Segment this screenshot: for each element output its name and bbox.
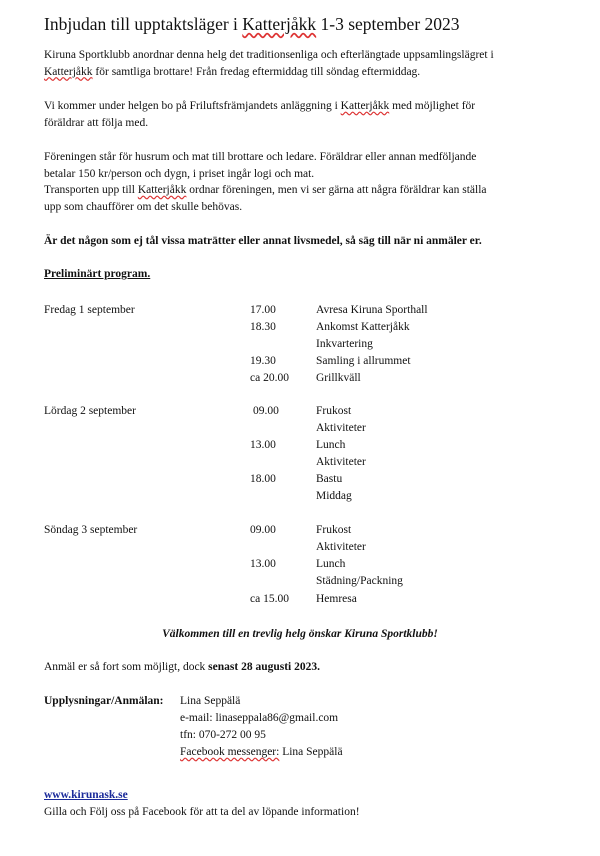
intro-place: Katterjåkk (44, 65, 93, 78)
costs-post: ordnar föreningen, men vi ser gärna att några föräldrar kan ställa (186, 184, 487, 196)
program-row (0, 541, 600, 558)
program-day: Lördag 2 september (44, 405, 136, 417)
intro-rest: för samtliga brottare! Från fredag eftermiddag till söndag eftermiddag. (92, 65, 421, 78)
program-row (0, 593, 600, 610)
program-activity: Grillkväll (316, 372, 361, 384)
program-activity: Städning/Packning (316, 575, 403, 587)
stay-line-2: föräldrar att följa med. (44, 116, 149, 129)
program-time: 13.00 (250, 558, 276, 570)
registration-deadline (44, 661, 320, 673)
program-time: 13.00 (250, 439, 276, 451)
program-row (0, 575, 600, 592)
website-link[interactable]: www.kirunask.se (44, 789, 128, 801)
stay-pre: Vi kommer under helgen bo på Friluftsfrämjandets anläggning i (44, 100, 341, 112)
program-row (0, 524, 600, 541)
footer-note: Gilla och Följ oss på Facebook för att ta del av löpande information! (44, 806, 360, 818)
program-activity: Aktiviteter (316, 422, 366, 434)
costs-pre: Transporten upp till (44, 184, 138, 196)
register-deadline: senast 28 augusti 2023. (208, 661, 320, 673)
program-row (0, 558, 600, 575)
program-row (0, 490, 600, 507)
intro-line-2 (44, 64, 564, 81)
contact-label: Upplysningar/Anmälan: (44, 695, 164, 707)
program-activity: Aktiviteter (316, 456, 366, 468)
stay-line-1 (44, 98, 564, 115)
costs-paragraph (44, 149, 564, 215)
title-place: Katterjåkk (242, 14, 317, 34)
title-suffix: 1-3 september 2023 (316, 14, 460, 34)
contact-name: Lina Seppälä (180, 695, 241, 707)
program-activity: Middag (316, 490, 352, 502)
program-row (0, 304, 600, 321)
program-activity: Ankomst Katterjåkk (316, 321, 410, 333)
program-activity: Inkvartering (316, 338, 373, 350)
program-row (0, 321, 600, 338)
costs-line-1: Föreningen står för husrum och mat till brottare och ledare. Föräldrar eller annan medföljande (44, 151, 477, 163)
facebook-name: Lina Seppälä (279, 746, 343, 758)
program-time: 09.00 (253, 405, 279, 417)
program-row (0, 355, 600, 372)
stay-paragraph (44, 98, 564, 131)
program-activity: Frukost (316, 524, 352, 536)
program-activity: Frukost (316, 405, 352, 417)
stay-place: Katterjåkk (340, 100, 390, 112)
intro-paragraph (44, 47, 564, 80)
program-row (0, 338, 600, 355)
program-day: Fredag 1 september (44, 304, 135, 316)
allergy-note: Är det någon som ej tål vissa maträtter eller annat livsmedel, så säg till när ni anmäler er. (44, 235, 482, 247)
program-activity: Lunch (316, 558, 346, 570)
facebook-label: Facebook messenger: (180, 746, 280, 758)
program-time: ca 15.00 (250, 593, 289, 605)
stay-post: med möjlighet för (389, 100, 476, 112)
program-time: 18.30 (250, 321, 276, 333)
program-row (0, 439, 600, 456)
program-activity: Bastu (316, 473, 343, 485)
costs-line-4: upp som chaufförer om det skulle behövas. (44, 200, 243, 213)
program-activity: Avresa Kiruna Sporthall (316, 304, 428, 316)
program-time: 17.00 (250, 304, 276, 316)
program-day: Söndag 3 september (44, 524, 138, 536)
contact-phone: tfn: 070-272 00 95 (180, 729, 266, 741)
program-activity: Samling i allrummet (316, 355, 411, 367)
register-pre: Anmäl er så fort som möjligt, dock (44, 661, 209, 673)
program-time: ca 20.00 (250, 372, 289, 384)
program-row (0, 456, 600, 473)
costs-place: Katterjåkk (137, 184, 187, 196)
program-activity: Lunch (316, 439, 346, 451)
website-line (44, 789, 128, 801)
costs-line-2: betalar 150 kr/person och dygn, i priset ingår logi och mat. (44, 167, 315, 180)
contact-facebook (180, 746, 343, 758)
program-time: 19.30 (250, 355, 276, 367)
closing-message: Välkommen till en trevlig helg önskar Kiruna Sportklubb! (162, 628, 438, 640)
program-time: 18.00 (250, 473, 276, 485)
intro-line-1: Kiruna Sportklubb anordnar denna helg det traditionsenliga och efterlängtade uppsamlingslägret i (44, 49, 494, 61)
program-time: 09.00 (250, 524, 276, 536)
title-prefix: Inbjudan till upptaktsläger i (44, 14, 243, 34)
program-row (0, 405, 600, 422)
program-activity: Aktiviteter (316, 541, 366, 553)
page-title (44, 14, 460, 35)
costs-line-3 (44, 182, 564, 199)
program-row (0, 473, 600, 490)
program-row (0, 422, 600, 439)
program-activity: Hemresa (316, 593, 357, 605)
program-heading: Preliminärt program. (44, 268, 151, 280)
program-row (0, 372, 600, 389)
contact-email: e-mail: linaseppala86@gmail.com (180, 712, 339, 724)
